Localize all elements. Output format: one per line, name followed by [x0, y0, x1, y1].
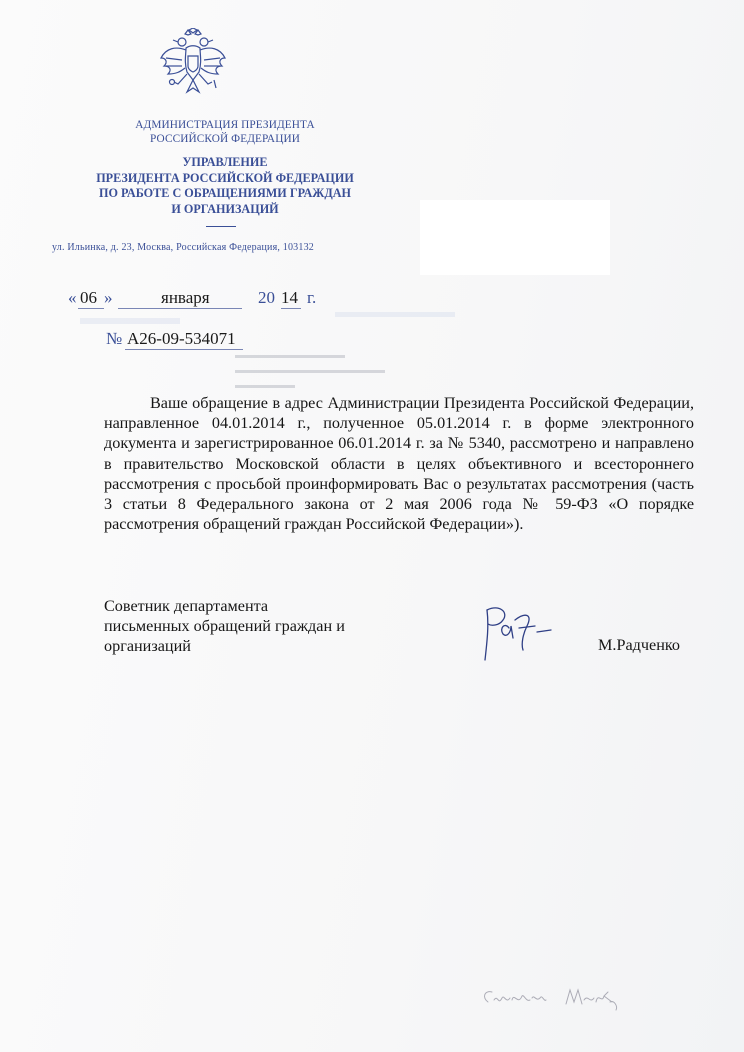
- bleed-through-mark: ▬▬▬▬▬▬▬▬▬▬▬: [235, 350, 345, 361]
- department-line: ПО РАБОТЕ С ОБРАЩЕНИЯМИ ГРАЖДАН: [99, 186, 351, 200]
- reference-underline: [125, 349, 243, 350]
- signer-name: М.Радченко: [598, 636, 680, 654]
- reference-number: А26-09-534071: [127, 329, 236, 348]
- heading-divider: [206, 226, 236, 227]
- administration-line: АДМИНИСТРАЦИЯ ПРЕЗИДЕНТА: [135, 119, 315, 131]
- bleed-through-mark: ▬▬▬▬▬▬▬▬▬▬▬▬▬▬▬: [235, 365, 385, 376]
- position-line: организаций: [104, 637, 191, 655]
- date-day-underline: [78, 308, 104, 309]
- handwritten-signature-icon: [475, 598, 565, 668]
- date-year-prefix: 20: [258, 288, 275, 307]
- date-close-quote: »: [104, 288, 113, 307]
- department-heading: [60, 155, 390, 217]
- signatory-position: [104, 596, 345, 656]
- redacted-recipient-area: [420, 200, 610, 275]
- date-year-mark: г.: [307, 288, 317, 307]
- department-line: ПРЕЗИДЕНТА РОССИЙСКОЙ ФЕДЕРАЦИИ: [96, 170, 354, 185]
- administration-line: РОССИЙСКОЙ ФЕДЕРАЦИИ: [150, 133, 300, 145]
- date-year-underline: [281, 308, 301, 309]
- bleed-through-mark: ▬▬▬▬▬▬: [235, 380, 295, 391]
- date-day: 06: [80, 288, 97, 307]
- department-line: УПРАВЛЕНИЕ: [182, 155, 268, 169]
- date-month-underline: [118, 308, 242, 309]
- date-year-suffix: 14: [281, 288, 298, 307]
- reference-number-sign: №: [106, 329, 123, 348]
- position-line: Советник департамента: [104, 597, 269, 615]
- date-month: января: [161, 288, 210, 307]
- russian-double-headed-eagle-icon: [158, 28, 228, 110]
- position-line: письменных обращений граждан и: [104, 617, 345, 635]
- sender-address: ул. Ильинка, д. 23, Москва, Российская Федерация, 103132: [52, 242, 314, 253]
- handwritten-scrawl-icon: [480, 980, 630, 1020]
- department-line: И ОРГАНИЗАЦИЙ: [171, 201, 279, 216]
- administration-heading: [60, 118, 390, 146]
- bleed-through-mark: [335, 312, 455, 317]
- bleed-through-mark: [80, 318, 180, 324]
- date-open-quote: «: [68, 288, 77, 307]
- letter-body: Ваше обращение в адрес Администрации Президента Российской Федерации, направленное 04.01.2014 г., полученное 05.01.2014 г. в форме электронного документа и зарегистрированное 06.01.2014 г. за № 5340, рассмотрено и направлено в правительство Московской области в целях объективного и всестороннего рассмотрения с просьбой проинформировать Вас о результатах рассмотрения (часть 3 статьи 8 Федерального закона от 2 мая 2006 года № 59-ФЗ «О порядке рассмотрения обращений граждан Российской Федерации»).: [104, 394, 694, 534]
